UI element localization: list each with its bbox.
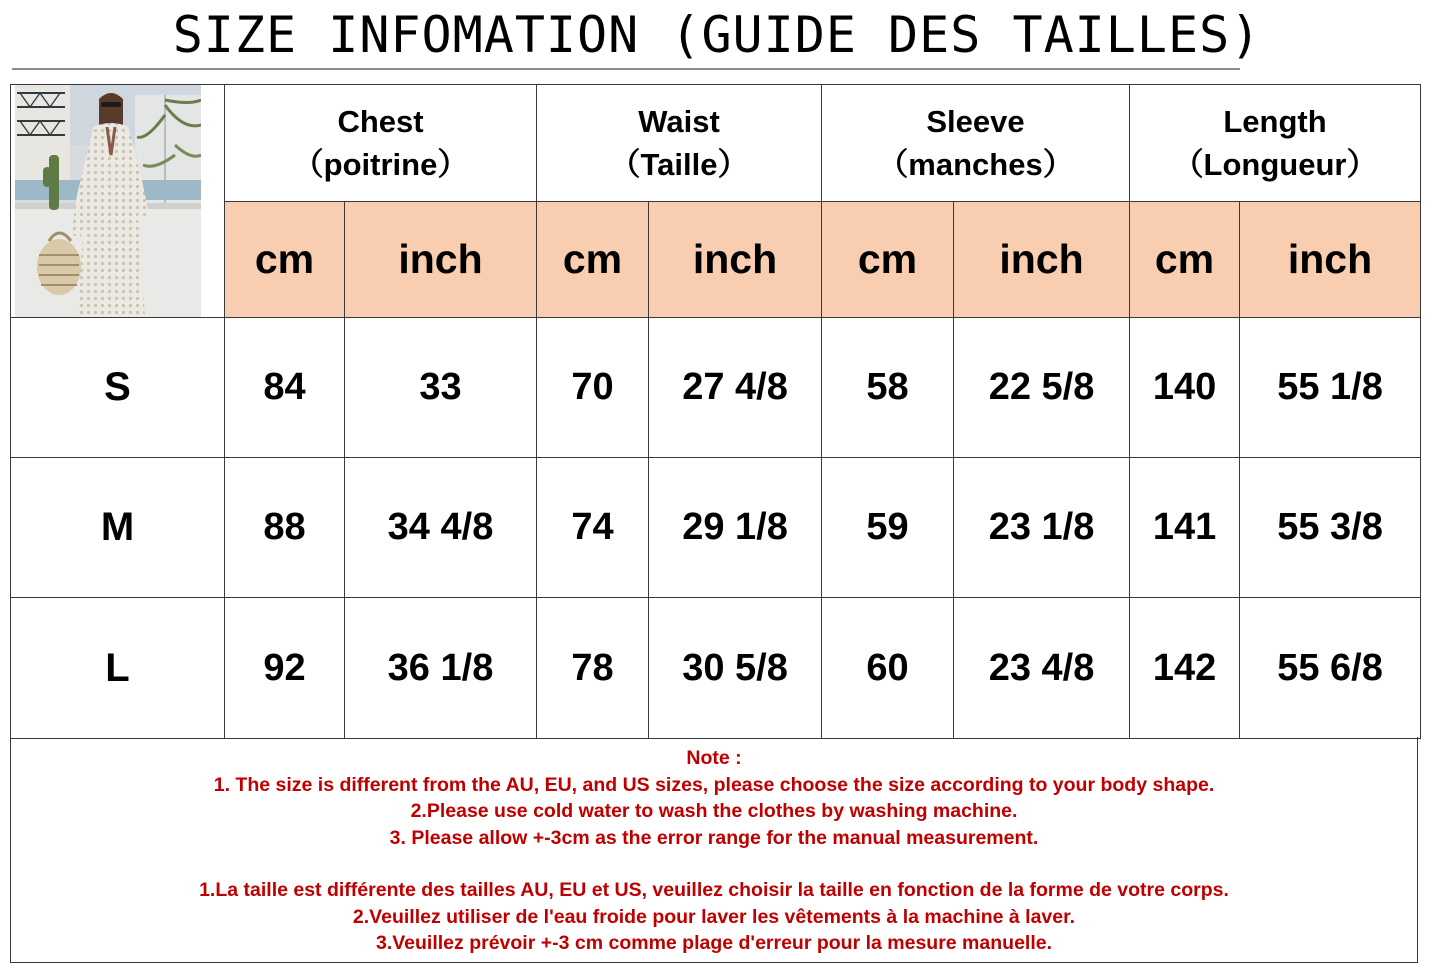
column-header-chest	[225, 85, 537, 202]
unit-inch: inch	[954, 201, 1130, 318]
value-cell: 55 6/8	[1240, 598, 1421, 739]
value-cell: 29 1/8	[649, 458, 822, 598]
unit-cm: cm	[537, 201, 649, 318]
value-cell: 59	[822, 458, 954, 598]
value-cell: 55 1/8	[1240, 318, 1421, 458]
waist-sublabel: （Taille）	[609, 146, 749, 182]
value-cell: 55 3/8	[1240, 458, 1421, 598]
value-cell: 78	[537, 598, 649, 739]
notes-heading: Note :	[686, 747, 742, 769]
note-fr-2: 2.Veuillez utiliser de l'eau froide pour laver les vêtements à la machine à laver.	[352, 905, 1076, 928]
value-cell: 88	[225, 458, 345, 598]
table-row	[11, 318, 1421, 458]
note-fr-1: 1.La taille est différente des tailles AU, EU et US, veuillez choisir la taille en fonction de la forme de votre corps.	[199, 879, 1229, 901]
product-photo	[15, 85, 201, 317]
value-cell: 27 4/8	[649, 318, 822, 458]
sleeve-label: Sleeve	[926, 103, 1025, 139]
unit-inch: inch	[345, 201, 537, 318]
length-sublabel: （Longueur）	[1172, 146, 1378, 182]
column-header-length	[1130, 85, 1421, 202]
table-row	[11, 598, 1421, 739]
value-cell: 36 1/8	[345, 598, 537, 739]
value-cell: 23 4/8	[954, 598, 1130, 739]
chest-sublabel: （poitrine）	[292, 146, 469, 182]
value-cell: 84	[225, 318, 345, 458]
size-label: M	[11, 458, 225, 598]
title-divider	[12, 68, 1240, 70]
chest-label: Chest	[337, 103, 424, 139]
unit-inch: inch	[1240, 201, 1421, 318]
unit-inch: inch	[649, 201, 822, 318]
column-header-sleeve	[822, 85, 1130, 202]
table-row	[11, 458, 1421, 598]
product-photo-cell	[11, 85, 225, 318]
value-cell: 142	[1130, 598, 1240, 739]
unit-cm: cm	[1130, 201, 1240, 318]
column-header-waist	[537, 85, 822, 202]
value-cell: 92	[225, 598, 345, 739]
note-en-2: 2.Please use cold water to wash the clothes by washing machine.	[410, 800, 1018, 822]
value-cell: 70	[537, 318, 649, 458]
length-label: Length	[1223, 103, 1327, 139]
note-fr-3: 3.Veuillez prévoir +-3 cm comme plage d'erreur pour la mesure manuelle.	[375, 932, 1053, 954]
notes-spacer	[11, 851, 1417, 877]
size-label: S	[11, 318, 225, 458]
value-cell: 23 1/8	[954, 458, 1130, 598]
page-title: SIZE INFOMATION (GUIDE DES TAILLES)	[172, 6, 1262, 64]
unit-cm: cm	[225, 201, 345, 318]
value-cell: 140	[1130, 318, 1240, 458]
unit-cm: cm	[822, 201, 954, 318]
note-en-3: 3. Please allow +-3cm as the error range for the manual measurement.	[389, 826, 1039, 849]
value-cell: 34 4/8	[345, 458, 537, 598]
value-cell: 22 5/8	[954, 318, 1130, 458]
value-cell: 58	[822, 318, 954, 458]
notes-box	[10, 737, 1418, 963]
value-cell: 30 5/8	[649, 598, 822, 739]
value-cell: 33	[345, 318, 537, 458]
waist-label: Waist	[638, 103, 720, 139]
value-cell: 60	[822, 598, 954, 739]
size-chart-table	[10, 84, 1421, 739]
sleeve-sublabel: （manches）	[877, 146, 1074, 182]
note-en-1: 1. The size is different from the AU, EU, and US sizes, please choose the size according to your body shape.	[213, 773, 1215, 796]
size-label: L	[11, 598, 225, 739]
value-cell: 74	[537, 458, 649, 598]
value-cell: 141	[1130, 458, 1240, 598]
